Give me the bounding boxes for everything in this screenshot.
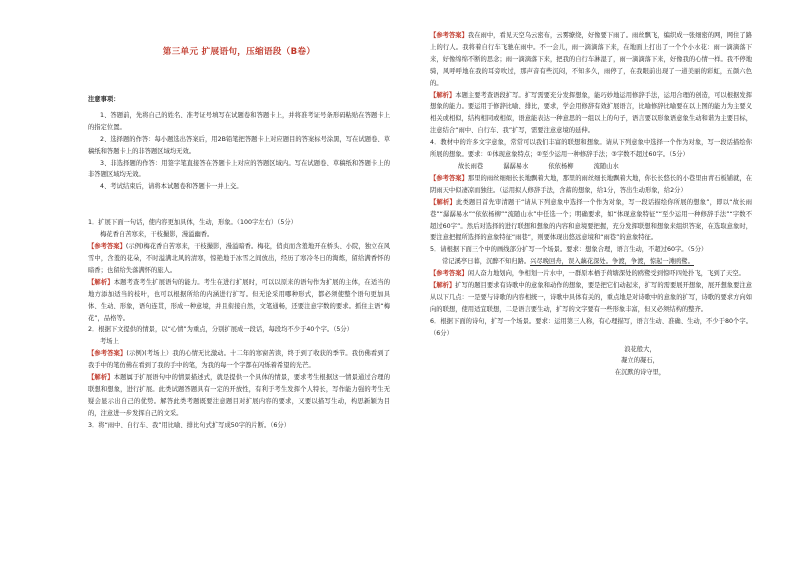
q4-word: 潺潺易水 [503, 162, 529, 170]
q6-stem: 6．根据下面的诗句，扩写一个场景。要求：运用第三人称，有心理描写，语言生动、准确、生动，不少于80个字。（6分） [430, 317, 752, 337]
answer-label: 【参考答案】 [430, 174, 468, 182]
q4-word: 故长雨巷 [458, 162, 484, 170]
poem-line: 凝立的凝石， [621, 357, 659, 365]
analysis-label: 【解析】 [430, 282, 456, 290]
q5-stem: 5．请根据下面三个中的画线部分扩写一个场景。要求：想象合理，语言生动，不超过60字。（5分） [430, 246, 708, 254]
poem-line: 浪花般大， [624, 345, 656, 353]
notice-item: 3、非选择题的作答：用签字笔直接答在答题卡上对应的答题区域内。写在试题卷、草稿纸和答题卡上的非答题区域均无效。 [88, 159, 390, 179]
notice-item: 2、选择题的作答：每小题选出答案后，用2B铅笔把答题卡上对应题目的答案标号涂黑，写在试题卷、草稿纸和答题卡上的非答题区域均无效。 [88, 135, 390, 155]
underlined-text: 兴尽晚回舟，误入藕花深处。争渡，争渡，惊起一滩鸥鹭。 [530, 258, 694, 266]
answer-label: 【参考答案】 [430, 270, 468, 278]
q5-poem: 常记溪亭日暮，沉醉不知归路。兴尽晚回舟，误入藕花深处。争渡，争渡，惊起一滩鸥鹭。 [442, 258, 694, 266]
analysis-label: 【解析】 [88, 374, 114, 382]
q4-stem: 4．教材中的许多文字意象，常常可以我们丰富的联想和想象。请从下列意象中选择一个作为对象，写一段话描绘你所展的想象。要求：①体现意象特点；②至少运用一种修辞手法；③字数不超过60字。（5分） [430, 139, 752, 159]
answer-label: 【参考答案】 [88, 350, 127, 358]
page-title: 第三单元 扩展语句，压缩语段（B卷） [162, 47, 316, 57]
q1-answer: 【参考答案】(示例)梅花香自苦寒来，干枝撮影，漫溢暗香。梅花，俏贞而含羞地开在桥头、小院，独立在风雪中，含羞的花朵，不时溢满北风的清寒，惊艳地于冰雪之间放出，经历了寒冷冬日的淘炼，留给满香怀的暗香；也留给失落满怀的旅人。 [88, 243, 390, 274]
q2-sentence: 考场上 [100, 338, 119, 346]
q1-stem: 1．扩展下面一句话，使内容更加具体，生动，形象。（100字左右）（5分） [88, 219, 297, 227]
notice-heading: 注意事项： [88, 96, 120, 103]
q5-answer: 【参考答案】闲人奋力地划向，争相划一片水中，一群原本栖于荷塘深处的鸥鹭受到惊吓四处扑飞，飞到了天空。 [430, 270, 745, 278]
q4-word: 流随山水 [593, 162, 619, 170]
analysis-label: 【解析】 [430, 198, 456, 206]
q2-answer: 【参考答案】(示例)(考场上）我的心情无比激动。十二年的寒窗苦读，终于到了收获的季节。我仿佛看到了我手中的笔仿佛在看到了我的手中的笔，为我的每一个字都在闪烁着希望的光芒。 [88, 350, 391, 370]
answer-label: 【参考答案】 [430, 32, 468, 39]
right-column [430, 30, 752, 379]
analysis-label: 【解析】 [430, 91, 456, 99]
notice-item: 1、答题前，先将自己的姓名、准考证号填写在试题卷和答题卡上，并将准考证号条形码粘贴在答题卡上的指定位置。 [88, 111, 390, 131]
q3-answer: 【参考答案】我在雨中，看见天空乌云密布，云雾缭绕，好像要下雨了。雨丝飘飞，编织成一张细密的网，网住了路上的行人。我将着自行车飞驰在雨中。不一会儿，雨一滴滴落下来，在地面上打出了一个个小水花：雨一滴滴落下来，好像绵绵不断的思念；雨一滴滴落下来，把我的自行车淋湿了，雨一滴滴落下来，好像我的心情一样。我不停地骑，风呼呼地在我的耳旁吹过，那声音有些沉闷，不知多久，雨停了，在我眼前出现了一道美丽的彩虹，五颜六色的。 [430, 32, 753, 87]
q4-word: 依依杨柳 [548, 162, 574, 170]
q3-analysis: 【解析】本题主要考查语段扩写。扩写需要充分发挥想象，能巧妙地运用修辞手法，运用合理的创造，可以根据发挥想象的能力。要运用于修辞比喻、排比，要求，学会用修辞有效扩展语言，比喻修辞比喻要在以上图的能力为主要义相关或相似，结构相同或相似，语意能表达一种意思的一组以上的句子，语言要以形象语意象生动和谐为主要目标，注意结合“雨中、自行车、我”扩写，需要注意意境的延伸。 [430, 91, 753, 135]
q3-stem: 3．将“雨中、自行车、我”用比喻、排比句式扩写成50字的片断。（6分） [88, 421, 291, 429]
left-column [88, 32, 390, 432]
q4-answer: 【参考答案】那里的雨丝细细长长地飘着大地，那里的雨丝细长地飘着大地，你长长悠长的小巷里由青石板铺就，在阴雨天中似凄凉而独往。（运用拟人修辞手法，含蓄的想象，给1分，答出生动形象，给2分） [430, 174, 753, 194]
q4-word-list [430, 161, 752, 173]
q2-analysis: 【解析】本题属于扩展语句中的情景描述式，就是提供一个具体的情景，要求考生根据这一情景通过合理的联想和想象，进行扩展。此类试题答题具有一定的开放性，有利于考生发挥个人特长，写作能力强的考生无疑会显示出自己的优势。解答此类考题既要注意题目对扩展内容的要求，又要以描写生动，构思新颖为目的，注意进一步发挥自己的文采。 [88, 374, 391, 417]
answer-label: 【参考答案】 [88, 243, 126, 251]
notice-item: 4、考试结束后，请将本试题卷和答题卡一并上交。 [100, 183, 243, 191]
q2-stem: 2．根据下文提供的情景，以“心情”为重点，分别扩展成一段话，每段均不少于40个字。（5分） [88, 326, 353, 334]
q5-analysis: 【解析】扩写的题目要求有诗歌中的意象和动作的想象，要是把它们动起来，扩写的需要展开想象，展开想象要注意从以下几点：一是要与诗歌的内容相统一，诗歌中具体有关的，重点地是对诗歌中的意象的扩写，诗歌的要求方向如向的联想，使用适宜联想，二是语言要生动，扩写的文字要有一些形象丰富，但又必须结构的整齐。 [430, 282, 753, 313]
poem-line: 在沉默的诗守里， [614, 369, 666, 377]
analysis-label: 【解析】 [88, 278, 114, 286]
q4-analysis: 【解析】此类题目首先审清题干“请从下列意象中选择一个作为对象，写一段话描绘你所展的想象”，即以“故长雨巷”“潺潺易水”“依依杨柳”“流随山水”中任选一个；明确要求，如“体现意象特征”“至少运用一种修辞手法”“字数不超过60字”。然后对选择的进行联想和想象的内容和意境要把握，充分发挥联想和想象来组织答案，在选取意象时，要注意把握所选择的意象特征“雨巷”，则要体现出悠远意境和“雨巷”的意象特征。 [430, 198, 752, 242]
q1-analysis: 【解析】本题考查考生扩展语句的能力。考生在进行扩展时，可以以原来的语句作为扩展的主体，在适当的地方添加适当的枝叶，也可以根据所给的内涵进行扩写。但无论采用哪种形式，都必须使整个语句更加具体、生动、形象，语句连贯，形成一种意境，并且衔接自然，文笔通畅，还要注意字数的要求。抓住主语“梅花”，品格等。 [88, 278, 391, 322]
q6-poem [580, 344, 700, 380]
q1-sentence: 梅花香自苦寒来，干枝撮影，漫溢幽香。 [100, 231, 214, 239]
